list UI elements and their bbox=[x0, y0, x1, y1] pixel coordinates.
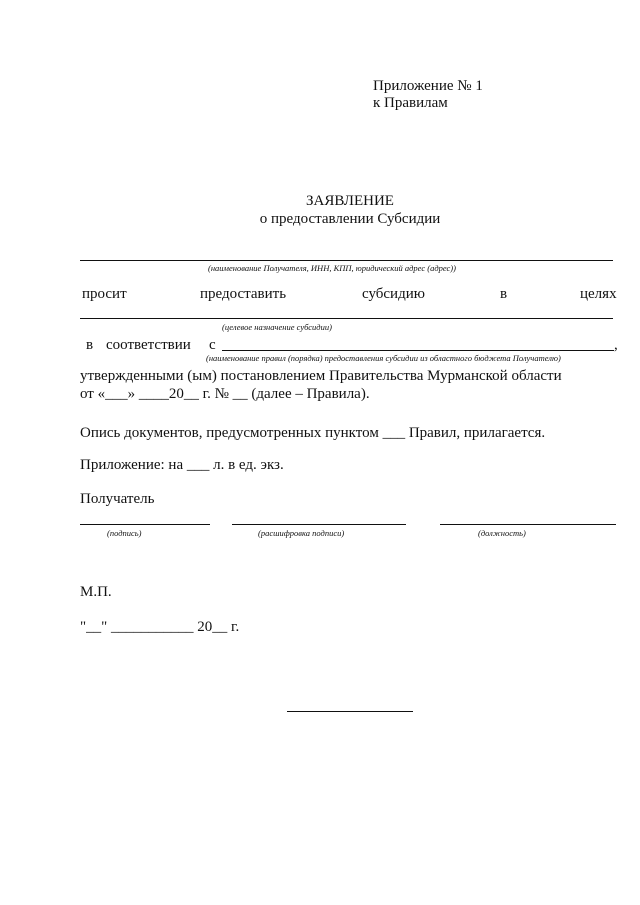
accordance-word-3: с bbox=[209, 337, 216, 353]
appendix-reference: к Правилам bbox=[373, 95, 448, 111]
request-word-5: целях bbox=[580, 286, 617, 302]
document-title: ЗАЯВЛЕНИЕ bbox=[306, 193, 394, 209]
position-line[interactable] bbox=[440, 524, 616, 525]
accordance-comma: , bbox=[614, 337, 618, 353]
recipient-caption: (наименование Получателя, ИНН, КПП, юридический адрес (адрес)) bbox=[208, 263, 456, 273]
date-number-line: от «___» ____20__ г. № __ (далее – Правила). bbox=[80, 386, 370, 402]
rules-name-line[interactable] bbox=[222, 350, 614, 351]
purpose-caption: (целевое назначение субсидии) bbox=[222, 322, 332, 332]
purpose-line[interactable] bbox=[80, 318, 613, 319]
recipient-name-line[interactable] bbox=[80, 260, 613, 261]
accordance-word-2: соответствии bbox=[106, 337, 191, 353]
appendix-number: Приложение № 1 bbox=[373, 78, 483, 94]
closing-separator bbox=[287, 711, 413, 712]
request-word-2: предоставить bbox=[200, 286, 287, 302]
signature-caption: (подпись) bbox=[107, 528, 142, 538]
request-word-4: в bbox=[500, 286, 508, 302]
inventory-line: Опись документов, предусмотренных пунктом ___ Правил, прилагается. bbox=[80, 425, 546, 441]
document-subtitle: о предоставлении Субсидии bbox=[259, 211, 441, 227]
sign-date-line: "__" ___________ 20__ г. bbox=[80, 619, 240, 635]
accordance-word-1: в bbox=[86, 337, 94, 353]
attachment-line: Приложение: на ___ л. в ед. экз. bbox=[80, 457, 284, 473]
position-caption: (должность) bbox=[478, 528, 526, 538]
request-word-1: просит bbox=[82, 286, 127, 302]
approved-line: утвержденными (ым) постановлением Правительства Мурманской области bbox=[80, 368, 562, 384]
signature-decoding-line[interactable] bbox=[232, 524, 406, 525]
request-word-3: субсидию bbox=[362, 286, 425, 302]
stamp-label: М.П. bbox=[80, 584, 112, 600]
rules-caption: (наименование правил (порядка) предоставления субсидии из областного бюджета Получателю) bbox=[206, 353, 561, 363]
recipient-label: Получатель bbox=[80, 491, 155, 507]
signature-decoding-caption: (расшифровка подписи) bbox=[258, 528, 345, 538]
signature-line[interactable] bbox=[80, 524, 210, 525]
